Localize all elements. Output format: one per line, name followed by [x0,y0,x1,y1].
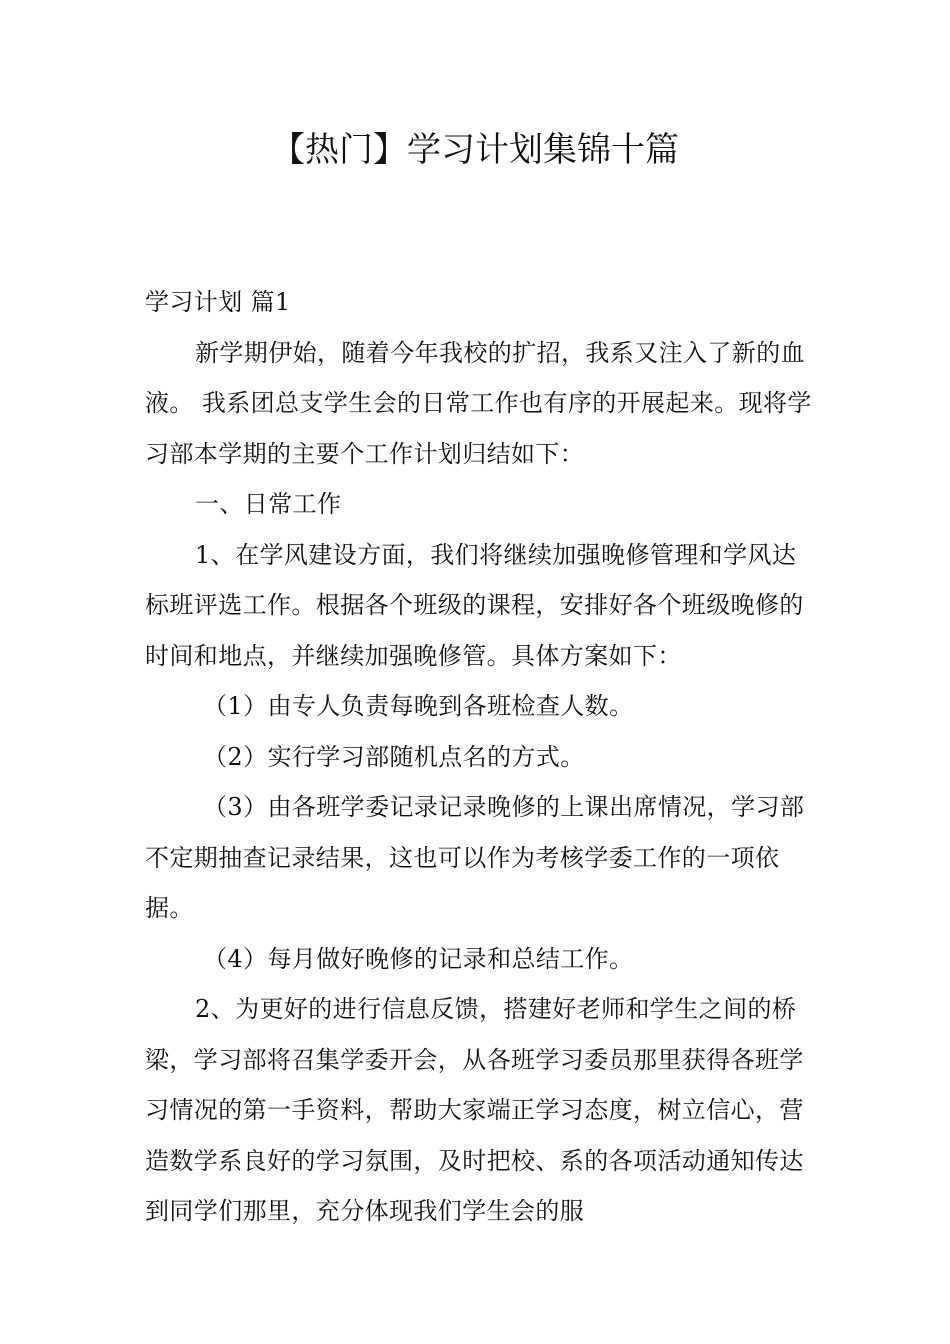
paragraph-item-2: 2、为更好的进行信息反馈，搭建好老师和学生之间的桥梁，学习部将召集学委开会，从各班学习委员那里获得各班学习情况的第一手资料，帮助大家端正学习态度，树立信心，营造数学系良好的学习氛围，及时把校、系的各项活动通知传达到同学们那里，充分体现我们学生会的服 [145,995,804,1225]
paragraph-intro: 新学期伊始，随着今年我校的扩招，我系又注入了新的血液。 我系团总支学生会的日常工作也有序的开展起来。现将学习部本学期的主要个工作计划归结如下： [145,338,812,468]
paragraph-item-1: 1、在学风建设方面，我们将继续加强晚修管理和学风达标班评选工作。根据各个班级的课程，安排好各个班级晚修的时间和地点，并继续加强晚修管。具体方案如下： [145,540,804,670]
list-item-1: （1）由专人负责每晚到各班检查人数。 [203,692,634,720]
heading-daily-work: 一、日常工作 [195,490,342,518]
document-title: 【热门】学习计划集锦十篇 [271,130,679,170]
list-item-2: （2）实行学习部随机点名的方式。 [203,742,585,771]
list-item-3: （3）由各班学委记录记录晚修的上课出席情况，学习部不定期抽查记录结果，这也可以作为考核学委工作的一项依据。 [145,793,805,922]
section-label: 学习计划 篇1 [145,288,291,316]
document-body [145,277,815,1237]
list-item-4: （4）每月做好晚修的记录和总结工作。 [203,944,634,973]
